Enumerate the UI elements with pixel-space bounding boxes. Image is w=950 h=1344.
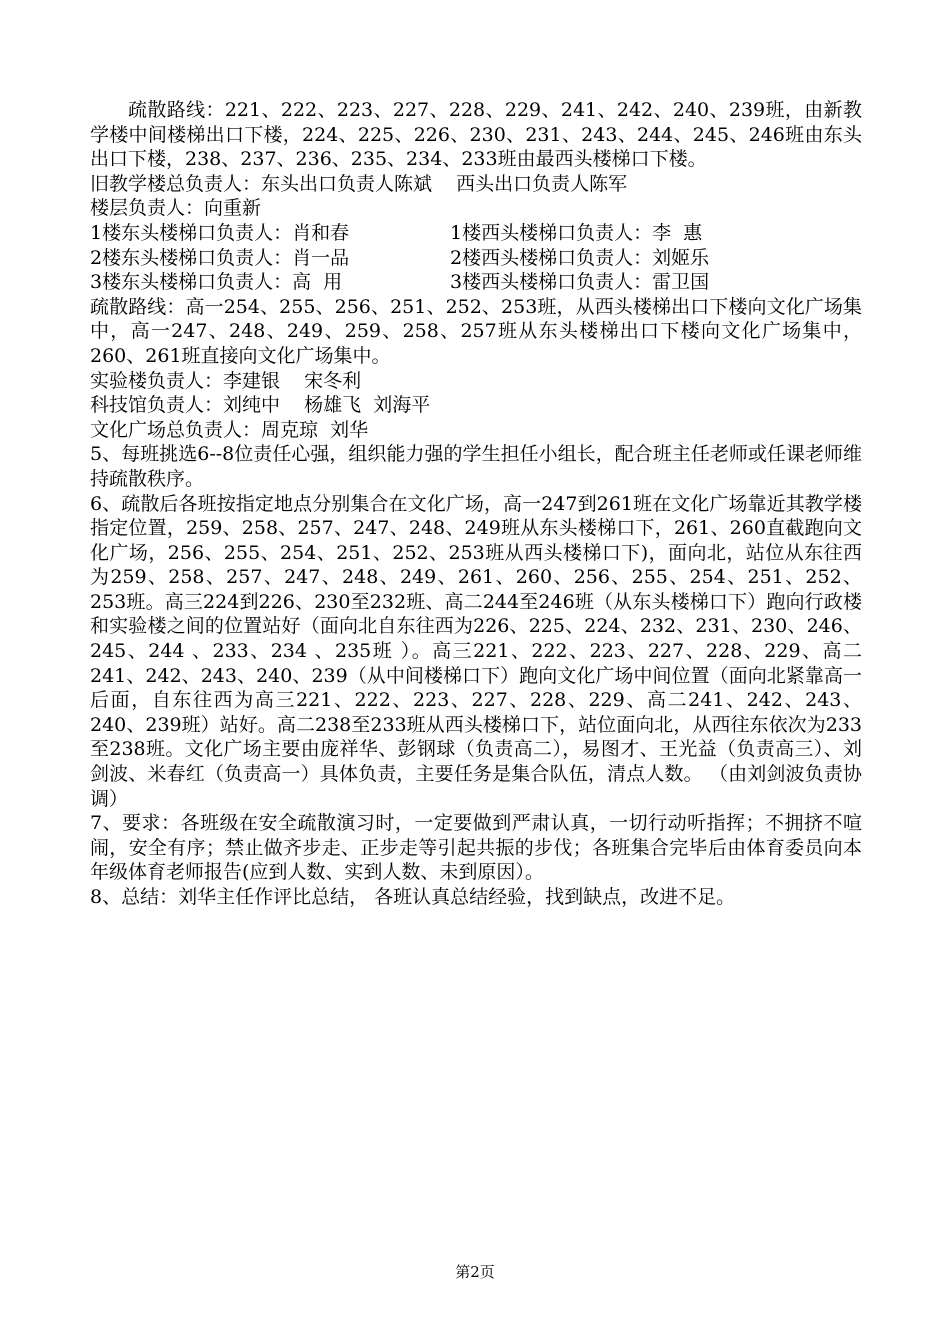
floor-1-west-supervisor: 1楼西头楼梯口负责人：李 惠 — [450, 221, 703, 244]
item-7-requirements: 7、要求：各班级在安全疏散演习时，一定要做到严肃认真，一切行动听指挥；不拥挤不喧闹，安全有序；禁止做齐步走、正步走等引起共振的步伐；各班集合完毕后由体育委员向本年级体育老师报告(应到人数、实到人数、未到原因）。 — [90, 812, 862, 884]
document-page — [90, 98, 862, 910]
item-6-assembly-positions: 6、疏散后各班按指定地点分别集合在文化广场，高一247到261班在文化广场靠近其教学楼指定位置，259、258、257、247、248、249班从东头楼梯口下，261、260直截跑向文化广场，256、255、254、251、252、253班从西头楼梯口下)，面向北，站位从东往西为259、258、257、247、248、249、261、260、256、255、254、251、252、253班。高三224到226、230至232班、高二244至246班（从东头楼梯口下）跑向行政楼和实验楼之间的位置站好（面向北自东往西为226、225、224、232、231、230、246、245、244 、233、234 、235班 ）。高三221、222、223、227、228、229、高二241、242、243、240、239（从中间楼梯口下）跑向文化广场中间位置（面向北紧靠高一后面，自东往西为高三221、222、223、227、228、229、高二241、242、243、240、239班）站好。高二238至233班从西头楼梯口下，站位面向北，从西往东依次为233至238班。文化广场主要由庞祥华、彭钢球（负责高二），易图才、王光益（负责高三）、刘剑波、米春红（负责高一）具体负责，主要任务是集合队伍，清点人数。 （由刘剑波负责协调） — [90, 492, 862, 810]
floor-2-east-supervisor: 2楼东头楼梯口负责人：肖一品 — [90, 246, 350, 269]
lab-building-supervisor: 实验楼负责人：李建银 宋冬利 — [90, 369, 362, 392]
floor-3-stair-supervisors — [90, 270, 862, 295]
floor-supervisor: 楼层负责人：向重新 — [90, 197, 262, 220]
floor-3-west-supervisor: 3楼西头楼梯口负责人：雷卫国 — [450, 271, 710, 294]
page-number: 第2页 — [455, 1263, 495, 1281]
floor-1-east-supervisor: 1楼东头楼梯口负责人：肖和春 — [90, 221, 350, 244]
old-building-supervisor: 旧教学楼总负责人：东头出口负责人陈斌 西头出口负责人陈军 — [90, 172, 628, 195]
culture-plaza-supervisor: 文化广场总负责人：周克琼 刘华 — [90, 418, 369, 441]
evacuation-route-new-building: 疏散路线：221、222、223、227、228、229、241、242、240、239班，由新教学楼中间楼梯出口下楼，224、225、226、230、231、243、244、245、246班由东头出口下楼，238、237、236、235、234、233班由最西头楼梯口下楼。 — [90, 99, 862, 171]
floor-1-stair-supervisors — [90, 221, 862, 246]
item-8-summary: 8、总结：刘华主任作评比总结， 各班认真总结经验，找到缺点，改进不足。 — [90, 886, 736, 908]
tech-hall-supervisor: 科技馆负责人：刘纯中 杨雄飞 刘海平 — [90, 394, 431, 417]
evacuation-route-old-building: 疏散路线：高一254、255、256、251、252、253班，从西头楼梯出口下楼向文化广场集中，高一247、248、249、259、258、257班从东头楼梯出口下楼向文化广场集中，260、261班直接向文化广场集中。 — [90, 295, 862, 367]
floor-3-east-supervisor: 3楼东头楼梯口负责人：高 用 — [90, 271, 343, 294]
item-5-group-leaders: 5、每班挑选6--8位责任心强，组织能力强的学生担任小组长，配合班主任老师或任课老师维持疏散秩序。 — [90, 443, 862, 490]
floor-2-west-supervisor: 2楼西头楼梯口负责人：刘姬乐 — [450, 246, 710, 269]
floor-2-stair-supervisors — [90, 246, 862, 271]
